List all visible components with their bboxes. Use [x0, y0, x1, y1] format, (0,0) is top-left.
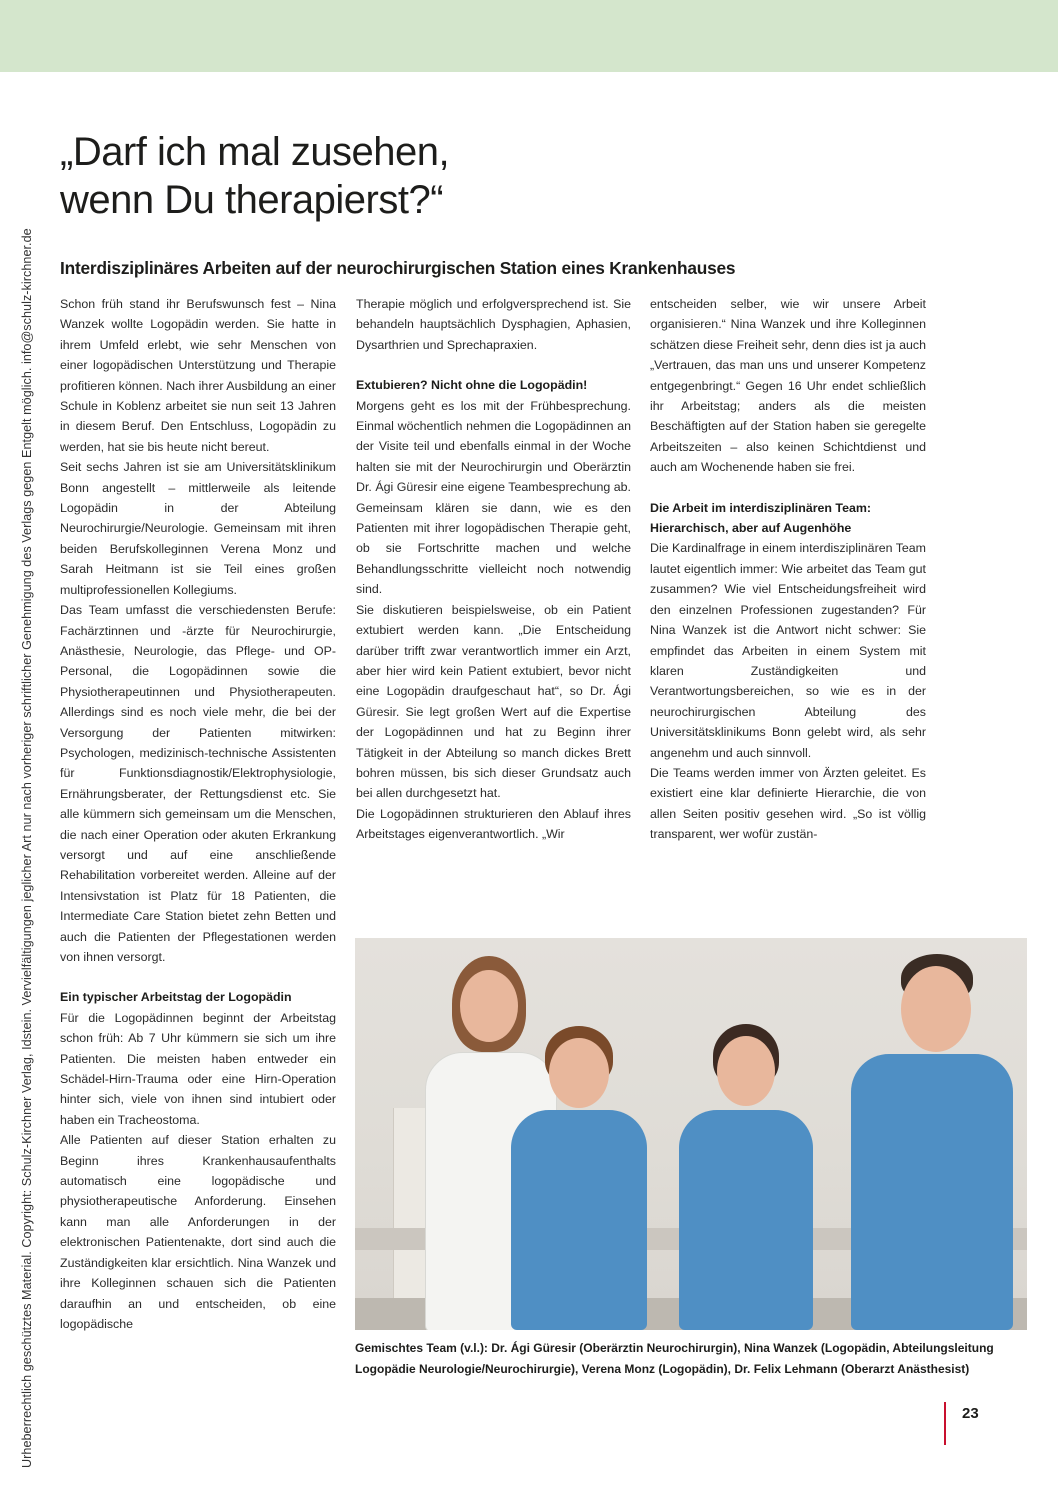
- section-heading: Extubieren? Nicht ohne die Logopädin!: [356, 378, 588, 393]
- article-title-line-1: „Darf ich mal zusehen,: [60, 130, 450, 174]
- paragraph: Das Team umfasst die verschiedensten Berufe: Fachärztinnen und -ärzte für Neurochirurgie, Anästhesie, Neurologie, das Pflege- und OP-Personal, die Logopädinnen sowie die Physiotherapeutinnen und Physiotherapeuten. Allerdings sind es noch viele mehr, die bei der Versorgung der Patienten mitwirken: Psychologen, medizinisch-technische Assistenten für Funktionsdiagnostik/Elektrophysiologie, Ernährungsberater, der Rettungsdienst etc. Sie alle kümmern sich gemeinsam um die Menschen, die nach einer Operation oder akuten Erkrankung versorgt und auf eine anschließende Rehabilitation vorbereitet werden. Alleine auf der Intensivstation ist Platz für 18 Patienten, die Intermediate Care Station bietet zehn Betten und auch die Patienten der Pflegestationen werden von ihnen versorgt.: [60, 603, 336, 964]
- section-heading-line-1: Die Arbeit im interdisziplinären Team:: [650, 500, 872, 515]
- paragraph: entscheiden selber, wie wir unsere Arbeit organisieren.“ Nina Wanzek und ihre Kolleginnen schätzen diese Freiheit sehr, denn dies ist ja auch „Vertrauen, das man uns und unserer Kompetenz entgegenbringt.“ Gegen 16 Uhr endet schließlich ihr Arbeitstag; anders als die meisten Beschäftigten auf der Station haben sie geregelte Arbeitszeiten – also keinen Schichtdienst und auch am Wochenende haben sie frei.: [650, 297, 926, 475]
- text-column-1: [60, 294, 336, 1334]
- top-color-band: [0, 0, 1058, 72]
- section-heading: [650, 498, 926, 539]
- person-logopedist-1: [505, 1026, 653, 1330]
- paragraph: Sie diskutieren beispielsweise, ob ein Patient extubiert werden kann. „Die Entscheidung darüber trifft zwar verantwortlich immer ein Arzt, aber hier wird kein Patient extubiert, bevor nicht eine Logopädin draufgeschaut hat“, so Dr. Ági Güresir. Sie legt großen Wert auf die Expertise der Logopädinnen und hat zu Beginn ihrer Tätigkeit in der Abteilung so manch dickes Brett bohren müssen, bis sich dieser Grundsatz auch bei allen durchgesetzt hat.: [356, 602, 631, 801]
- paragraph: Die Kardinalfrage in einem interdisziplinären Team lautet eigentlich immer: Wie arbeitet das Team gut zusammen? Wie viel Entscheidungsfreiheit wird den einzelnen Professionen zugestanden? Für Nina Wanzek ist die Antwort nicht schwer: Sie empfindet das Arbeiten in einem System mit klaren Zuständigkeiten und Verantwortungsbereichen, so wie es in der neurochirurgischen Abteilung des Universitätsklinikums Bonn gelebt wird, als sehr angenehm und auch sinnvoll.: [650, 541, 926, 760]
- paragraph: Therapie möglich und erfolgversprechend ist. Sie behandeln hauptsächlich Dysphagien, Aphasien, Dysarthrien und Sprechapraxien.: [356, 297, 631, 352]
- paragraph: Schon früh stand ihr Berufswunsch fest – Nina Wanzek wollte Logopädin werden. Sie hatte in ihrem Umfeld erlebt, wie sehr Menschen von einer logopädischen Unterstützung und Therapie profitieren können. Nach ihrer Ausbildung an einer Schule in Koblenz arbeitet sie nun seit 13 Jahren in diesem Beruf. Den Entschluss, Logopädin zu werden, hat sie bis heute nicht bereut.: [60, 297, 336, 454]
- person-logopedist-2: [673, 1024, 819, 1330]
- section-heading-line-2: Hierarchisch, aber auf Augenhöhe: [650, 521, 852, 536]
- paragraph: Seit sechs Jahren ist sie am Universitätsklinikum Bonn angestellt – mittlerweile als leitende Logopädin in der Abteilung Neurochirurgie/Neurologie. Gemeinsam mit ihren beiden Berufskolleginnen Verena Monz und Sarah Heitmann ist sie Teil eines großen multiprofessionellen Kollegiums.: [60, 460, 336, 597]
- article-title: [60, 128, 1020, 224]
- person-anesthetist: [841, 954, 1017, 1330]
- text-column-2: [356, 294, 631, 845]
- paragraph: Für die Logopädinnen beginnt der Arbeitstag schon früh: Ab 7 Uhr kümmern sie sich um ihre Patienten. Die meisten haben entweder ein Schädel-Hirn-Trauma oder eine Hirn-Operation hinter sich, viele von ihnen sind intubiert oder haben ein Tracheostoma.: [60, 1010, 336, 1127]
- article-title-line-2: wenn Du therapierst?“: [60, 178, 444, 222]
- paragraph: Die Teams werden immer von Ärzten geleitet. Es existiert eine klar definierte Hierarchie, die von allen Seiten positiv gesehen wird. „So ist völlig transparent, wer wofür zustän-: [650, 765, 926, 842]
- paragraph: Morgens geht es los mit der Frühbesprechung. Einmal wöchentlich nehmen die Logopädinnen an der Visite teil und ebenfalls einmal in der Woche halten sie mit der Neurochirurgin und Oberärztin Dr. Ági Güresir eine eigene Teambesprechung ab. Gemeinsam klären sie dann, wie es den Patienten mit ihrer logopädischen Therapie geht, ob sie Fortschritte machen und welche Behandlungsschritte vielleicht noch notwendig sind.: [356, 398, 631, 597]
- copyright-sidebar-note: Urheberrechtlich geschütztes Material. Copyright: Schulz-Kirchner Verlag, Idstein. Vervielfältigungen jeglicher Art nur nach vorheriger schriftlicher Genehmigung des Verlags gegen Entgelt möglich. info@schulz-kirchner.de: [20, 228, 34, 1468]
- text-column-3: [650, 294, 926, 845]
- article-subtitle: Interdisziplinäres Arbeiten auf der neurochirurgischen Station eines Krankenhauses: [60, 258, 736, 278]
- page-number: 23: [962, 1405, 979, 1422]
- page-number-marker: [944, 1402, 946, 1445]
- photo-caption: Gemischtes Team (v.l.): Dr. Ági Güresir (Oberärztin Neurochirurgin), Nina Wanzek (Logopädin, Abteilungsleitung Logopädie Neurologie/Neurochirurgie), Verena Monz (Logopädin), Dr. Felix Lehmann (Oberarzt Anästhesist): [355, 1341, 994, 1376]
- paragraph: Alle Patienten auf dieser Station erhalten zu Beginn ihres Krankenhausaufenthalts automatisch eine logopädische und physiotherapeutische Anforderung. Einsehen kann man alle Anforderungen in der elektronischen Patientenakte, dort sind auch die Zuständigkeiten klar ersichtlich. Nina Wanzek und ihre Kolleginnen schauen sich die Patienten daraufhin an und entscheiden, ob eine logopädische: [60, 1133, 336, 1331]
- section-heading: Ein typischer Arbeitstag der Logopädin: [60, 990, 292, 1005]
- paragraph: Die Logopädinnen strukturieren den Ablauf ihres Arbeitstages eigenverantwortlich. „Wir: [356, 806, 631, 842]
- team-photo: [355, 938, 1027, 1330]
